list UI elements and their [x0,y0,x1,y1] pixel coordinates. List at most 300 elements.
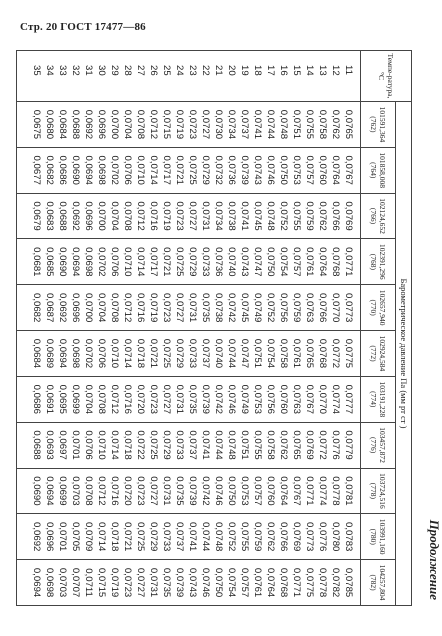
table-cell: 0,0729 [200,155,211,185]
column-header [361,422,396,468]
table-cell: 0,0737 [187,430,198,460]
table-cell: 0,0706 [109,247,120,277]
table-cell: 0,0775 [304,567,315,598]
table-cell: 0,0760 [278,384,289,414]
table-cell: 0,0731 [148,567,159,598]
table-cell: 0,0746 [213,476,224,506]
table-cell: 0,0783 [343,522,354,552]
value-column [17,147,361,193]
table-cell: 0,0755 [239,522,250,552]
page-header-title: Стр. 20 ГОСТ 17477—86 [20,21,146,33]
table-cell: 0,0727 [187,201,198,231]
value-column [17,331,361,377]
table-cell: 0,0691 [44,384,55,414]
table-cell: 0,0757 [239,567,250,598]
table-cell: 0,0715 [96,567,107,598]
table-cell: 0,0683 [44,201,55,231]
table-cell: 0,0723 [187,109,198,140]
table-cell: 0,0774 [330,384,341,414]
column-header [361,514,396,560]
table-cell: 0,0766 [278,522,289,552]
table-cell: 0,0755 [252,430,263,460]
table-cell: 0,0755 [291,201,302,231]
table-cell: 0,0692 [83,109,94,140]
table-cell: 0,0747 [239,338,250,369]
table-cell: 0,0757 [291,247,302,277]
table-cell: 0,0688 [70,109,81,140]
table-cell: 0,0763 [304,292,315,323]
table-cell: 0,0696 [83,201,94,231]
table-cell: 0,0767 [304,384,315,414]
table-cell: 0,0720 [135,384,146,414]
column-header [361,285,396,331]
column-header [361,376,396,422]
table-cell: 0,0760 [265,476,276,506]
table-cell: 0,0719 [148,292,159,323]
table-cell: 0,0720 [122,476,133,506]
table-cell: 0,0718 [109,522,120,552]
table-cell: 0,0729 [174,338,185,369]
column-header-mmhg: (782) [369,574,378,591]
table-cell: 0,0751 [239,430,250,460]
table-cell: 0,0742 [226,292,237,323]
table-cell: 0,0748 [213,522,224,552]
table-cell: 0,0760 [317,155,328,185]
table-cell: 0,0765 [291,430,302,460]
column-header [361,193,396,239]
table-cell: 0,0712 [109,384,120,414]
temperature-value: 35 [31,65,42,76]
table-cell: 0,0701 [70,430,81,460]
table-cell: 0,0679 [31,201,42,231]
table-cell: 0,0785 [343,567,354,598]
table-cell: 0,0750 [278,155,289,185]
temperature-header: Темпе-ратура, °С [361,51,412,102]
table-cell: 0,0736 [226,155,237,185]
table-cell: 0,0706 [122,155,133,185]
column-header [361,468,396,514]
table-cell: 0,0752 [278,201,289,231]
table-cell: 0,0700 [109,109,120,140]
table-cell: 0,0759 [304,201,315,231]
table-cell: 0,0680 [44,109,55,140]
table-cell: 0,0739 [174,567,185,598]
table-cell: 0,0752 [265,292,276,323]
table-cell: 0,0733 [161,522,172,552]
table-cell: 0,0716 [122,384,133,414]
table-cell: 0,0758 [265,430,276,460]
table-cell: 0,0737 [200,338,211,369]
value-column [17,285,361,331]
table-cell: 0,0706 [96,338,107,369]
table-cell: 0,0782 [330,567,341,598]
table-cell: 0,0735 [161,567,172,598]
table-cell: 0,0709 [83,522,94,552]
table-cell: 0,0746 [265,155,276,185]
table-cell: 0,0744 [200,522,211,552]
table-cell: 0,0688 [31,430,42,460]
table-cell: 0,0767 [291,476,302,506]
table-cell: 0,0768 [317,338,328,369]
table-cell: 0,0684 [31,338,42,369]
table-cell: 0,0774 [317,476,328,506]
temperature-value: 12 [330,65,341,76]
table-cell: 0,0756 [278,292,289,323]
table-cell: 0,0773 [343,292,354,323]
table-cell: 0,0780 [330,522,341,552]
table-cell: 0,0751 [291,109,302,140]
table-cell: 0,0677 [31,155,42,185]
table-cell: 0,0743 [239,247,250,277]
table-cell: 0,0736 [213,247,224,277]
table-cell: 0,0723 [135,476,146,506]
column-header-pressure: 103724,516 [378,473,387,509]
table-cell: 0,0752 [226,522,237,552]
table-cell: 0,0698 [83,247,94,277]
column-header-pressure: 101591,364 [378,106,387,143]
table-cell: 0,0745 [239,292,250,323]
table-cell: 0,0690 [70,155,81,185]
table-cell: 0,0719 [174,109,185,140]
temperature-value: 13 [317,65,328,76]
table-cell: 0,0708 [96,384,107,414]
table-cell: 0,0762 [317,201,328,231]
table-cell: 0,0758 [278,338,289,369]
column-header [361,331,396,377]
column-header [361,239,396,285]
value-column [17,468,361,514]
table-cell: 0,0695 [57,384,68,414]
table-cell: 0,0748 [278,109,289,140]
table-cell: 0,0702 [109,155,120,185]
temperature-value: 16 [278,65,289,76]
table-cell: 0,0699 [57,476,68,506]
temperature-value: 34 [44,65,55,76]
column-header-pressure: 102124,652 [378,198,387,234]
table-cell: 0,0704 [83,384,94,414]
table-cell: 0,0762 [278,430,289,460]
table-cell: 0,0743 [252,155,263,185]
table-cell: 0,0750 [265,247,276,277]
table-cell: 0,0757 [252,476,263,506]
temperature-value: 17 [265,65,276,76]
table-cell: 0,0708 [122,201,133,231]
table-cell: 0,0717 [161,155,172,185]
table-cell: 0,0753 [252,384,263,414]
temperature-value: 18 [252,65,263,76]
value-column [17,422,361,468]
table-cell: 0,0771 [304,476,315,506]
table-cell: 0,0702 [96,247,107,277]
table-cell: 0,0741 [239,201,250,231]
pressure-table [16,50,412,606]
value-column [17,560,361,606]
table-cell: 0,0716 [135,292,146,323]
table-cell: 0,0766 [330,201,341,231]
table-cell: 0,0714 [122,338,133,369]
temperature-value: 14 [304,65,315,76]
table-cell: 0,0729 [187,247,198,277]
table-cell: 0,0706 [83,430,94,460]
table-cell: 0,0750 [226,476,237,506]
table-cell: 0,0757 [304,155,315,185]
table-cell: 0,0744 [226,338,237,369]
table-cell: 0,0696 [96,109,107,140]
table-cell: 0,0739 [187,476,198,506]
column-header [361,102,396,148]
table-cell: 0,0710 [122,247,133,277]
table-cell: 0,0770 [330,292,341,323]
column-header-pressure: 102924,584 [378,335,387,372]
temperature-value: 15 [291,65,302,76]
table-cell: 0,0741 [200,430,211,460]
table-cell: 0,0714 [148,155,159,185]
table-cell: 0,0742 [213,384,224,414]
column-header-pressure: 103457,872 [378,427,387,463]
table-cell: 0,0690 [31,476,42,506]
table-cell: 0,0731 [174,384,185,414]
table-cell: 0,0737 [174,522,185,552]
temperature-value: 23 [187,65,198,76]
column-header-pressure: 102391,296 [378,244,387,280]
table-cell: 0,0704 [96,292,107,323]
table-cell: 0,0756 [265,384,276,414]
table-cell: 0,0696 [44,522,55,552]
table-cell: 0,0712 [122,292,133,323]
table-cell: 0,0681 [31,247,42,277]
table-cell: 0,0712 [135,201,146,231]
table-cell: 0,0762 [330,109,341,140]
table-cell: 0,0701 [57,522,68,552]
table-cell: 0,0687 [44,292,55,323]
column-header-mmhg: (780) [369,528,378,545]
table-cell: 0,0707 [70,567,81,598]
table-cell: 0,0727 [148,476,159,506]
table-cell: 0,0770 [317,384,328,414]
table-cell: 0,0684 [57,109,68,140]
value-column [17,239,361,285]
table-cell: 0,0727 [161,384,172,414]
column-header-mmhg: (766) [369,207,378,225]
column-header-mmhg: (764) [369,162,378,179]
table-cell: 0,0685 [44,247,55,277]
table-cell: 0,0725 [174,247,185,277]
table-cell: 0,0725 [161,338,172,369]
table-cell: 0,0771 [343,247,354,277]
table-cell: 0,0754 [265,338,276,369]
table-cell: 0,0730 [213,109,224,140]
table-cell: 0,0725 [148,430,159,460]
table-cell: 0,0733 [174,430,185,460]
temperature-value: 21 [213,65,224,76]
table-cell: 0,0764 [330,155,341,185]
table-cell: 0,0723 [161,292,172,323]
table-cell: 0,0761 [291,338,302,369]
temperature-value: 32 [70,65,81,76]
table-cell: 0,0697 [57,430,68,460]
column-header-mmhg: (768) [369,253,378,270]
page-header [20,21,146,33]
table-cell: 0,0698 [70,338,81,369]
table-cell: 0,0745 [252,201,263,231]
table-cell: 0,0779 [343,430,354,460]
table-cell: 0,0765 [304,338,315,369]
table-cell: 0,0758 [317,109,328,140]
table-cell: 0,0767 [343,155,354,185]
table-cell: 0,0694 [44,476,55,506]
table-cell: 0,0694 [57,338,68,369]
table-cell: 0,0702 [83,338,94,369]
table-cell: 0,0723 [122,567,133,598]
table-cell: 0,0714 [135,247,146,277]
temperature-value: 31 [83,65,94,76]
table-cell: 0,0721 [122,522,133,552]
table-cell: 0,0698 [96,155,107,185]
table-cell: 0,0746 [200,567,211,598]
table-cell: 0,0725 [187,155,198,185]
table-cell: 0,0750 [213,567,224,598]
table-cell: 0,0753 [239,476,250,506]
table-cell: 0,0738 [226,201,237,231]
table-cell: 0,0696 [70,292,81,323]
table-cell: 0,0737 [239,109,250,140]
table-cell: 0,0718 [135,338,146,369]
table-cell: 0,0773 [304,522,315,552]
table-cell: 0,0704 [122,109,133,140]
table-cell: 0,0727 [174,292,185,323]
column-header-mmhg: (762) [369,116,378,133]
column-header-mmhg: (770) [369,299,378,316]
temperature-value: 27 [135,65,146,76]
table-cell: 0,0762 [265,522,276,552]
value-column [17,193,361,239]
table-cell: 0,0694 [70,247,81,277]
temperature-value: 22 [200,65,211,76]
table-cell: 0,0747 [252,247,263,277]
table-cell: 0,0768 [278,567,289,598]
column-header-pressure: 101858,008 [378,152,387,189]
table-cell: 0,0778 [317,567,328,598]
table-cell: 0,0675 [31,109,42,140]
temperature-value: 30 [96,65,107,76]
table-cell: 0,0769 [304,430,315,460]
table-cell: 0,0776 [317,522,328,552]
value-column [17,376,361,422]
table-cell: 0,0708 [83,476,94,506]
table-cell: 0,0739 [200,384,211,414]
table-cell: 0,0727 [200,109,211,140]
table-cell: 0,0742 [200,476,211,506]
table-cell: 0,0734 [213,201,224,231]
table-cell: 0,0689 [44,338,55,369]
table-cell: 0,0704 [109,201,120,231]
table-cell: 0,0710 [109,338,120,369]
table-cell: 0,0755 [304,109,315,140]
table-cell: 0,0764 [317,247,328,277]
table-cell: 0,0699 [70,384,81,414]
table-cell: 0,0734 [226,109,237,140]
rotated-table-block [16,50,442,606]
table-cell: 0,0765 [343,109,354,140]
column-header-mmhg: (778) [369,482,378,500]
temperature-value: 19 [239,65,250,76]
table-cell: 0,0712 [148,109,159,140]
table-cell: 0,0708 [135,109,146,140]
table-cell: 0,0772 [330,338,341,369]
table-cell: 0,0731 [200,201,211,231]
table-cell: 0,0723 [148,384,159,414]
temperature-column [17,51,361,102]
temperature-value: 28 [122,65,133,76]
column-header [361,147,396,193]
table-cell: 0,0763 [291,384,302,414]
table-cell: 0,0766 [317,292,328,323]
table-cell: 0,0723 [174,201,185,231]
table-body-row [17,51,361,606]
table-cell: 0,0729 [148,522,159,552]
table-cell: 0,0721 [174,155,185,185]
table-cell: 0,0712 [96,476,107,506]
table-cell: 0,0751 [252,338,263,369]
table-column-header-row [361,51,396,606]
table-cell: 0,0746 [226,384,237,414]
table-cell: 0,0769 [343,201,354,231]
table-cell: 0,0682 [31,292,42,323]
table-cell: 0,0731 [187,292,198,323]
table-cell: 0,0705 [70,522,81,552]
temperature-value: 24 [174,65,185,76]
table-cell: 0,0749 [252,292,263,323]
column-header-pressure: 102657,940 [378,289,387,326]
table-cell: 0,0715 [161,109,172,140]
table-cell: 0,0686 [57,155,68,185]
table-cell: 0,0768 [330,247,341,277]
table-cell: 0,0711 [83,568,94,597]
column-header-mmhg: (772) [369,345,378,362]
table-cell: 0,0719 [161,201,172,231]
table-cell: 0,0744 [213,430,224,460]
table-cell: 0,0718 [122,430,133,460]
value-column [17,102,361,148]
table-cell: 0,0714 [96,522,107,552]
table-cell: 0,0693 [44,430,55,460]
column-header [361,560,396,606]
table-cell: 0,0759 [252,522,263,552]
table-cell: 0,0749 [239,384,250,414]
table-cell: 0,0777 [343,384,354,414]
table-cell: 0,0741 [252,109,263,140]
column-header-mmhg: (776) [369,436,378,454]
table-cell: 0,0740 [213,338,224,369]
table-cell: 0,0694 [31,567,42,598]
table-cell: 0,0740 [226,247,237,277]
table-cell: 0,0703 [57,567,68,598]
table-cell: 0,0703 [70,476,81,506]
table-cell: 0,0771 [291,567,302,598]
table-cell: 0,0748 [265,201,276,231]
table-cell: 0,0692 [70,201,81,231]
temperature-value: 33 [57,65,68,76]
table-cell: 0,0682 [44,155,55,185]
column-header-mmhg: (774) [369,391,378,408]
table-cell: 0,0690 [57,247,68,277]
table-cell: 0,0764 [265,567,276,598]
table-cell: 0,0735 [200,292,211,323]
table-cell: 0,0772 [317,430,328,460]
table-cell: 0,0721 [148,338,159,369]
table-cell: 0,0716 [109,476,120,506]
table-cell: 0,0761 [252,567,263,598]
